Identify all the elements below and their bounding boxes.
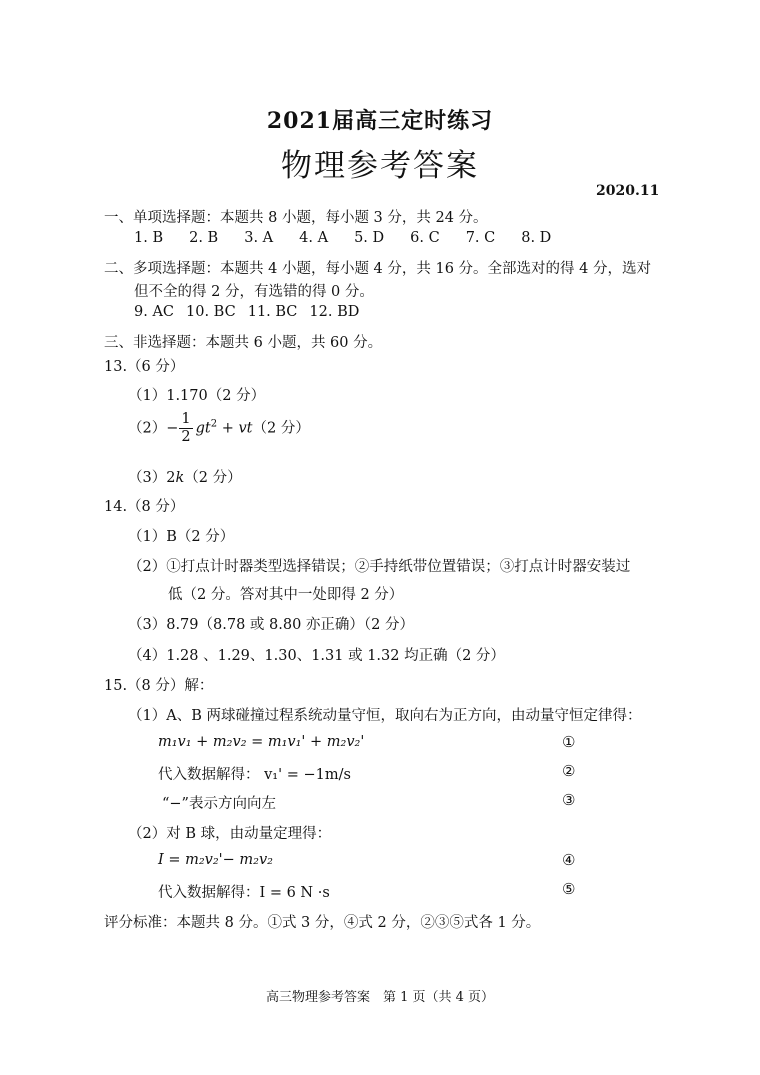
q14-answer-1: （1）B（2 分） [128, 529, 235, 545]
answer-11: 11. BC [247, 304, 298, 320]
q13-answer-3-score: （2 分） [184, 470, 242, 486]
q15-scoring-standard: 评分标准：本题共 8 分。①式 3 分，④式 2 分，②③⑤式各 1 分。 [104, 915, 541, 931]
answer-12: 12. BD [309, 304, 360, 320]
answer-1: 1. B [134, 230, 164, 246]
section2-heading-line2: 但不全的得 2 分，有选错的得 0 分。 [134, 284, 374, 300]
fraction-denominator: 2 [181, 429, 191, 445]
q13-answer-1: （1）1.170（2 分） [128, 388, 266, 404]
answer-5: 5. D [354, 230, 385, 246]
answer-7: 7. C [465, 230, 496, 246]
answer-2: 2. B [189, 230, 219, 246]
answer-3: 3. A [244, 230, 274, 246]
q15-equation-2: I = m₂v₂'− m₂v₂ [158, 852, 273, 868]
q14-answer-2-line1: （2）①打点计时器类型选择错误；②手持纸带位置错误；③打点计时器安装过 [128, 559, 631, 575]
section2-heading-line1: 二、多项选择题：本题共 4 小题，每小题 4 分，共 16 分。全部选对的得 4 分，选对 [104, 261, 651, 277]
q13-answer-3-prefix: （3）2 [128, 470, 176, 486]
document-subtitle: 物理参考答案 [281, 148, 479, 184]
q15-part2: （2）对 B 球，由动量定理得： [128, 826, 332, 842]
equation-mark-4: ④ [562, 851, 576, 869]
q13-title: 13.（6 分） [104, 359, 185, 375]
q15-equation-1: m₁v₁ + m₂v₂ = m₁v₁' + m₂v₂' [158, 734, 365, 750]
q13-expr-vt: + vt [217, 420, 253, 437]
answer-4: 4. A [299, 230, 329, 246]
equation-mark-1: ① [562, 733, 576, 751]
equation-mark-2: ② [562, 762, 576, 780]
equation-mark-3: ③ [562, 791, 576, 809]
q13-expr-gt: gt [195, 420, 211, 437]
q15-direction-note: “−”表示方向向左 [162, 796, 276, 812]
q13-answer-2-score: （2 分） [252, 420, 310, 437]
q15-title: 15.（8 分）解： [104, 678, 214, 694]
q14-title: 14.（8 分） [104, 499, 185, 515]
answer-8: 8. D [521, 230, 552, 246]
q13-answer-3-k: k [175, 470, 185, 486]
q15-substitution-1: 代入数据解得： v₁' = −1m/s [158, 767, 351, 783]
q13-answer-2 [128, 411, 310, 446]
q13-answer-2-prefix: （2）− [128, 420, 179, 437]
q14-answer-2-line2: 低（2 分。答对其中一处即得 2 分） [168, 587, 404, 603]
fraction-one-half [179, 411, 192, 446]
q15-part1: （1）A、B 两球碰撞过程系统动量守恒，取向右为正方向，由动量守恒定律得： [128, 708, 642, 724]
q13-expr-exponent: 2 [210, 418, 218, 430]
answer-9: 9. AC [134, 304, 175, 320]
document-date: 2020.11 [596, 183, 660, 199]
document-title: 2021届高三定时练习 [266, 108, 494, 134]
q14-answer-3: （3）8.79（8.78 或 8.80 亦正确）（2 分） [128, 617, 414, 633]
q13-answer-3 [128, 466, 242, 487]
section1-heading: 一、单项选择题：本题共 8 小题，每小题 3 分，共 24 分。 [104, 210, 488, 226]
page-footer: 高三物理参考答案 第 1 页（共 4 页） [265, 990, 495, 1005]
answer-6: 6. C [410, 230, 440, 246]
q14-answer-4: （4）1.28 、1.29、1.30、1.31 或 1.32 均正确（2 分） [128, 648, 505, 664]
section2-answers [134, 304, 359, 320]
section3-heading: 三、非选择题：本题共 6 小题，共 60 分。 [104, 335, 383, 351]
section1-answers [134, 230, 551, 246]
answer-10: 10. BC [186, 304, 236, 320]
equation-mark-5: ⑤ [562, 880, 576, 898]
q15-substitution-2: 代入数据解得：I = 6 N ·s [158, 885, 330, 901]
fraction-numerator: 1 [181, 411, 191, 427]
